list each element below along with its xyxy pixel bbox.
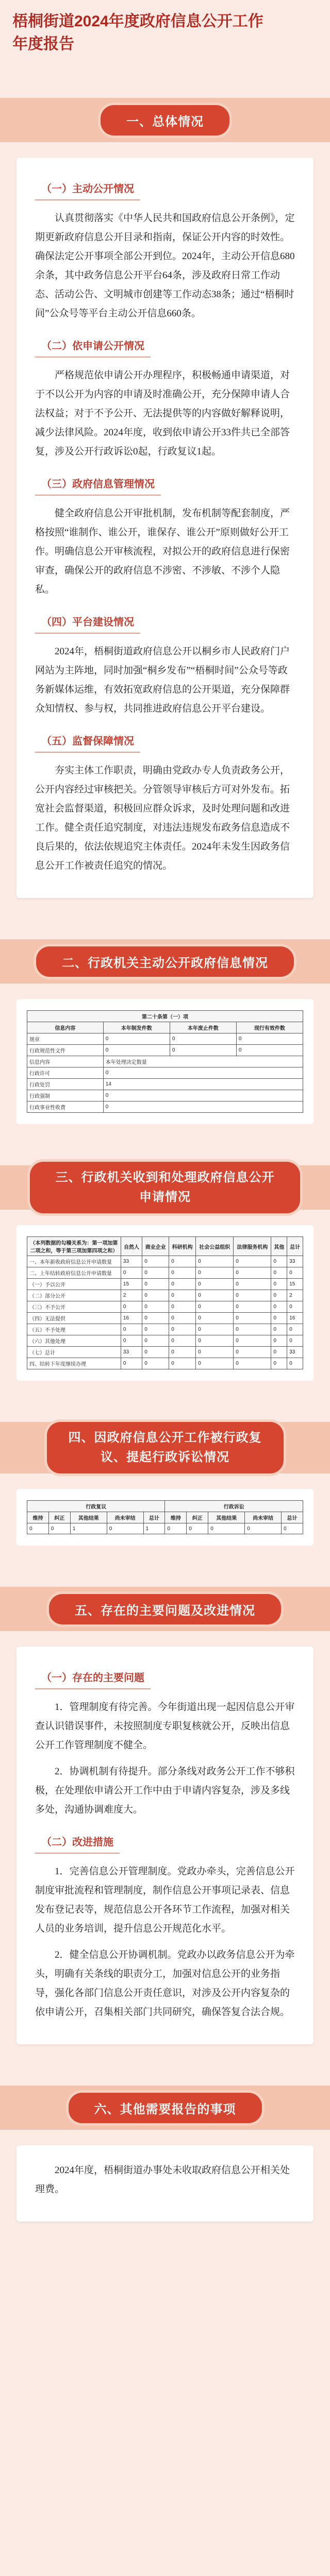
table-cell: 0 [196,1290,234,1301]
table-cell: 33 [287,1256,303,1267]
table-cell: 0 [234,1256,271,1267]
table-cell: 0 [271,1347,287,1358]
section4-subheader-row [27,1512,303,1523]
table-cell: 0 [169,1301,196,1313]
table-cell: 0 [287,1358,303,1369]
table-cell: 0 [48,1523,70,1534]
table-header: 行政诉讼 [165,1501,303,1512]
table-cell: 15 [121,1279,142,1290]
table-cell: 0 [234,1347,271,1358]
table-cell: 0 [281,1523,303,1534]
table-cell: 0 [287,1324,303,1335]
table-header: 尚未审结 [245,1512,282,1523]
table-cell: 0 [121,1324,142,1335]
table-cell: 0 [121,1358,142,1369]
table-cell: 0 [142,1301,169,1313]
section1-sub4-text: 2024年，梧桐街道政府信息公开以桐乡市人民政府门户网站为主阵地，同时加强“桐乡发布”“梧桐时间”公众号等政务新媒体运维，有效拓宽政府信息的公开渠道，充分保障群众知情权、参与权，共同推进政府信息公开平台建设。 [35,646,290,714]
table-cell: 0 [142,1290,169,1301]
table-row [27,1324,303,1335]
section3-table-card [16,1225,314,1381]
table-header: 商业企业 [142,1237,169,1256]
table-header: 纠正 [48,1512,70,1523]
section3-banner [0,1165,330,1210]
table-cell: （一）予以公开 [27,1279,121,1290]
table-cell: 0 [103,1090,303,1101]
table-cell: 0 [271,1358,287,1369]
section1-sub4-title: （四）平台建设情况 [35,609,140,634]
table-header: 尚未审结 [107,1512,143,1523]
section1-sub2-text: 严格规范依申请公开办理程序，积极畅通申请渠道，对于不以公开为内容的申请及时准确公开，充分保障申请人合法权益；对于不予公开、无法提供等的内容做好解释说明，减少法律风险。2024年度，收到依申请公开33件共已全部答复，涉及公开行政诉讼0起，行政复议1起。 [35,370,290,457]
section5-measure1: 1．完善信息公开管理制度。党政办牵头，完善信息公开制度审批流程和管理制度，制作信息公开事项记录表、信息发布登记表等，规范信息公开各环节工作流程，加强对相关人员的业务培训，提升信息公开规范化水平。 [35,1866,295,1934]
table-cell: 行政事业性收费 [27,1101,104,1113]
table-cell: 0 [271,1267,287,1279]
section5-sub1-title: （一）存在的主要问题 [35,1665,151,1689]
table-row [27,1347,303,1358]
table-header: 本年制发件数 [103,1022,170,1033]
table-cell: 二、上年结转政府信息公开申请数量 [27,1267,121,1279]
section2-title: 二、行政机关主动公开政府信息情况 [36,946,294,977]
table-cell: 0 [121,1301,142,1313]
table-row [27,1279,303,1290]
table-header: 行政复议 [27,1501,165,1512]
table-cell: 0 [287,1267,303,1279]
table-cell: 四、结转下年度继续办理 [27,1358,121,1369]
table-header: 其他结果 [208,1512,245,1523]
table-cell: 0 [234,1313,271,1324]
table-cell: 0 [169,1313,196,1324]
table-cell: 0 [142,1267,169,1279]
table-cell: 本年处理决定数量 [103,1056,303,1067]
section5-banner [0,1587,330,1631]
section1-sub3-text: 健全政府信息公开审批机制，发布机制等配套制度，严格按照“谁制作、谁公开，谁保存、谁公开”原则做好公开工作。明确信息公开审核流程，对拟公开的政府信息进行保密审查，确保公开的政府信息不涉密、不涉敏、不涉个人隐私。 [35,508,290,595]
section6-banner [0,2086,330,2130]
section1-banner [0,98,330,142]
table-cell: 0 [234,1324,271,1335]
table-header: 其他 [271,1237,287,1256]
section1-sub3-title: （三）政府信息管理情况 [35,471,161,496]
table-cell: 0 [234,1279,271,1290]
table-cell: 0 [169,1290,196,1301]
table-cell: 0 [287,1301,303,1313]
section1-title: 一、总体情况 [101,105,229,135]
table-cell: 16 [121,1313,142,1324]
section1-sub1-text: 认真贯彻落实《中华人民共和国政府信息公开条例》，定期更新政府信息公开目录和指南，保证公开内容的时效性。确保法定公开事项全部公开到位。2024年，主动公开信息680余条，其中政务信息公开平台64条，涉及政府日常工作动态、活动公告、文明城市创建等工作动态38条；通过“梧桐时间”公众号等平台主动公开信息660条。 [35,213,295,319]
table-cell: 0 [103,1033,170,1045]
section5-card [16,1647,314,2044]
section4-value-row [27,1523,303,1534]
table-row [27,1335,303,1347]
section2-table [27,1010,303,1113]
table-header: 现行有效件数 [236,1022,303,1033]
table-cell: 0 [271,1256,287,1267]
table-header: 科研机构 [169,1237,196,1256]
table-cell: 0 [169,1358,196,1369]
table-cell: （二）部分公开 [27,1290,121,1301]
table-cell: 0 [196,1358,234,1369]
table-cell: 0 [196,1324,234,1335]
section2-table-card [16,999,314,1124]
table-cell: 15 [287,1279,303,1290]
table-cell: 0 [27,1523,49,1534]
table-cell: 0 [287,1335,303,1347]
table-header: 其他结果 [70,1512,107,1523]
table-cell: （七）总计 [27,1347,121,1358]
page-footer [0,2222,330,2258]
table-cell: 0 [196,1279,234,1290]
table-cell: 行政强制 [27,1090,104,1101]
table-cell: 33 [287,1347,303,1358]
table-cell: 0 [196,1267,234,1279]
table-row [27,1256,303,1267]
table-cell: 0 [107,1523,143,1534]
section5-title: 五、存在的主要问题及改进情况 [49,1594,281,1624]
table-cell: （三）不予公开 [27,1301,121,1313]
table-cell: 0 [234,1290,271,1301]
table-cell: 0 [234,1335,271,1347]
table-cell: 0 [245,1523,282,1534]
table-row [27,1290,303,1301]
report-title-line1: 梧桐街道2024年度政府信息公开工作 [12,13,263,30]
section1-sub2-title: （二）依申请公开情况 [35,333,151,358]
table-cell: 0 [187,1523,208,1534]
table-header: 社会公益组织 [196,1237,234,1256]
table-cell: 1 [143,1523,165,1534]
table-cell: （四）无法提供 [27,1313,121,1324]
table-cell: （五）不予处理 [27,1324,121,1335]
table-header: 维持 [165,1512,187,1523]
table-cell: 0 [142,1256,169,1267]
section5-measure2: 2．健全信息公开协调机制。党政办以政务信息公开为牵头，明确有关条线的职责分工，加强对信息公开的业务指导，强化各部门信息公开责任意识，对涉及公开内容复杂的依申请公开，召集相关部门共同研究，确保答复合法合规。 [35,1950,295,2018]
table-cell: 0 [196,1256,234,1267]
table-cell: 2 [121,1290,142,1301]
section1-card [16,158,314,898]
table-header: 本年废止件数 [170,1022,236,1033]
section4-table [27,1500,303,1534]
table-row [27,1358,303,1369]
table-cell: 行政许可 [27,1067,104,1079]
table-row [27,1267,303,1279]
table-header: 总计 [287,1237,303,1256]
table-cell: 0 [142,1313,169,1324]
table-cell: 0 [142,1335,169,1347]
section4-title [47,1422,284,1473]
table-cell: 0 [234,1267,271,1279]
section1-sub5-text: 夯实主体工作职责，明确由党政办专人负责政务公开，公开内容经过审核把关。分管领导审核后方可对外发布。拓宽社会监督渠道，积极回应群众诉求，及时处理问题和改进工作。健全责任追究制度，对违法违规发布政务信息造成不良后果的，依法依规追究主体责任。2024年未发生因政务信息公开工作被责任追究的情况。 [35,765,290,871]
table-cell: 0 [196,1347,234,1358]
table-cell: 0 [169,1347,196,1358]
table-cell: 2 [287,1290,303,1301]
table-row [27,1313,303,1324]
table-cell: 0 [103,1045,170,1056]
table-header: 维持 [27,1512,49,1523]
table-cell: 0 [271,1313,287,1324]
table-header: 法律服务机构 [234,1237,271,1256]
table-cell: 0 [234,1358,271,1369]
table-cell: 0 [170,1045,236,1056]
table-cell: 0 [142,1279,169,1290]
table-cell: 0 [103,1101,303,1113]
table-cell: 0 [196,1335,234,1347]
table-cell: 规章 [27,1033,104,1045]
table-cell: 0 [142,1358,169,1369]
section4-title-line2: 议、提起行政诉讼情况 [101,1450,229,1464]
section6-title: 六、其他需要报告的事项 [69,2093,262,2123]
table-header: 纠正 [187,1512,208,1523]
table-row [27,1301,303,1313]
table-cell: 0 [208,1523,245,1534]
section5-problem2: 2．协调机制有待提升。部分条线对政务公开工作不够积极，在处理依申请公开工作中由于申请内容复杂，涉及多线多处，沟通协调难度大。 [35,1766,295,1815]
table-cell: 信息内容 [27,1056,104,1067]
table-cell: 33 [121,1347,142,1358]
section2-banner [0,939,330,984]
table-cell: 行政规范性文件 [27,1045,104,1056]
table-cell: 0 [103,1067,303,1079]
section4-table-card [16,1489,314,1546]
table-cell: 0 [271,1279,287,1290]
section1-sub1-title: （一）主动公开情况 [35,176,140,200]
table-cell: 0 [271,1324,287,1335]
section6-card [16,2145,314,2222]
table-cell: 0 [169,1256,196,1267]
table-cell: 0 [236,1033,303,1045]
table-cell: 0 [169,1279,196,1290]
table-cell: 0 [170,1033,236,1045]
section5-problem1: 1．管理制度有待完善。今年街道出现一起因信息公开审查认识错误事件，未按照制度专职复核就公开，反映出信息公开工作管理制度不健全。 [35,1702,295,1751]
table-cell: 行政处罚 [27,1079,104,1090]
table-cell: 33 [121,1256,142,1267]
table-cell: （六）其他处理 [27,1335,121,1347]
table-cell: 1 [70,1523,107,1534]
table-cell: 0 [271,1301,287,1313]
table-header: 信息内容 [27,1022,104,1033]
section3-table-body [27,1256,303,1369]
table-cell: 0 [121,1335,142,1347]
section3-title: 三、行政机关收到和处理政府信息公开申请情况 [30,1162,300,1213]
section1-sub5-title: （五）监督保障情况 [35,728,140,753]
section6-text: 2024年度，梧桐街道办事处未收取政府信息公开相关处理费。 [35,2165,290,2195]
table-header: 总计 [281,1512,303,1523]
section5-sub2-title: （二）改进措施 [35,1829,120,1854]
table-cell: 0 [236,1045,303,1056]
table-cell: 0 [169,1324,196,1335]
table-cell: 0 [196,1301,234,1313]
table-cell: 0 [271,1335,287,1347]
table-header: （本列数据的勾稽关系为：第一项加第二项之和，等于第三项加第四项之和） [27,1237,121,1256]
table-cell: 0 [271,1290,287,1301]
table-header: 总计 [143,1512,165,1523]
table-cell: 0 [196,1313,234,1324]
table-cell: 0 [142,1324,169,1335]
table-cell: 0 [234,1301,271,1313]
table-cell: 0 [169,1267,196,1279]
section3-table [27,1236,303,1369]
table-cell: 16 [287,1313,303,1324]
table-header: 自然人 [121,1237,142,1256]
table-cell: 0 [169,1335,196,1347]
table-cell: 0 [142,1347,169,1358]
report-header [0,0,330,98]
table-cell: 一、本年新收政府信息公开申请数量 [27,1256,121,1267]
table-caption: 第二十条第（一）项 [27,1011,303,1022]
section4-banner [0,1422,330,1473]
table-cell: 14 [103,1079,303,1090]
table-cell: 0 [165,1523,187,1534]
table-cell: 0 [121,1267,142,1279]
report-title-line2: 年度报告 [12,36,74,53]
section4-title-line1: 四、因政府信息公开工作被行政复 [68,1431,262,1445]
